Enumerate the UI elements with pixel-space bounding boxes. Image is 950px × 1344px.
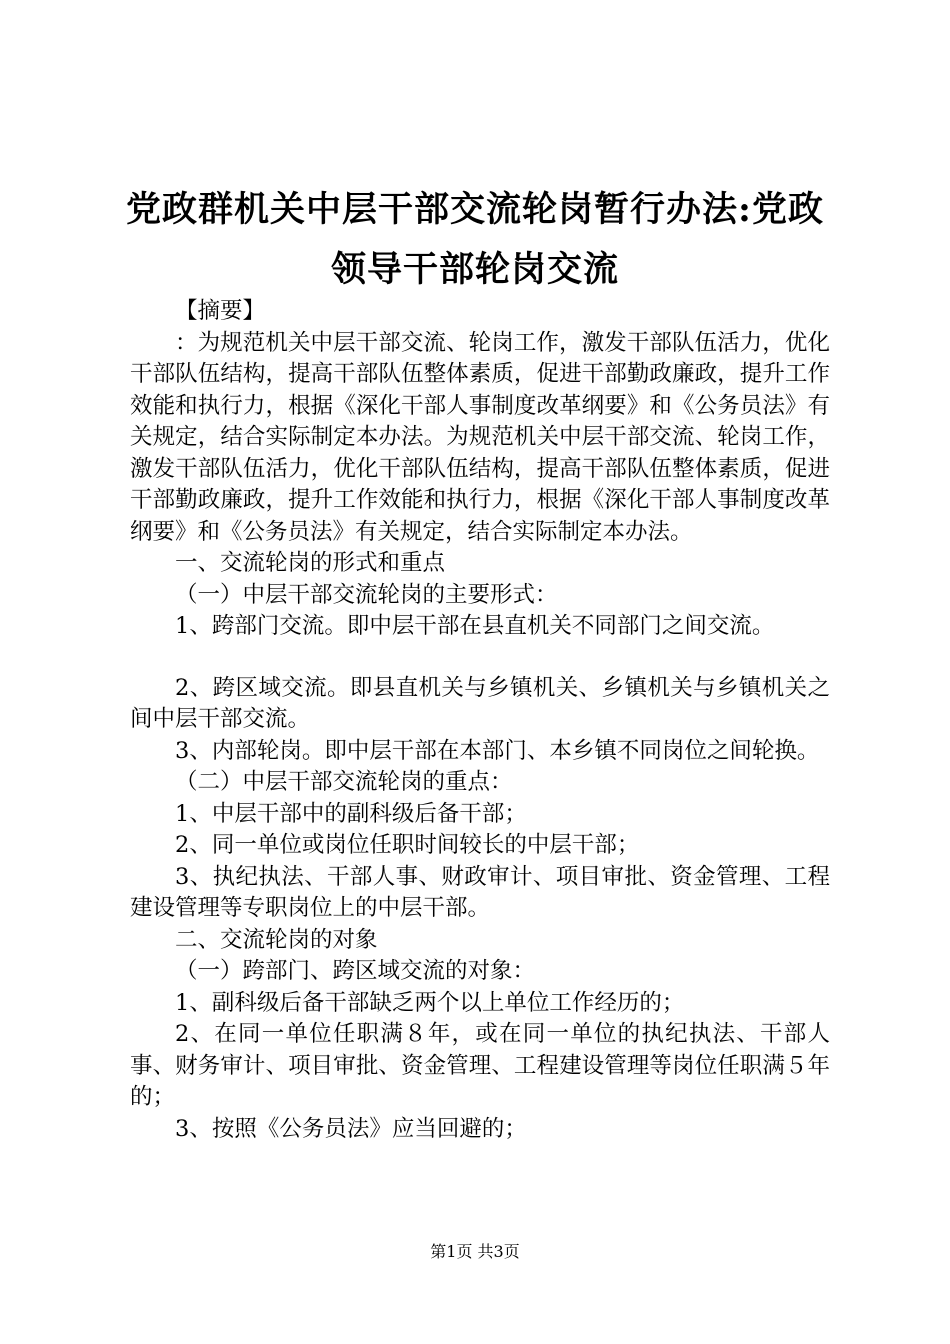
document-title-line-1: 党政群机关中层干部交流轮岗暂行办法:党政: [126, 189, 824, 230]
list-item: 2、在同一单位任职满８年，或在同一单位的执纪执法、干部人事、财务审计、项目审批、资金管理、工程建设管理等岗位任职满５年的；: [130, 1021, 830, 1110]
list-item: 3、按照《公务员法》应当回避的；: [175, 1115, 527, 1142]
subsection-heading-2-1: （一）跨部门、跨区域交流的对象：: [175, 958, 536, 984]
list-item: 2、跨区域交流。即县直机关与乡镇机关、乡镇机关与乡镇机关之间中层干部交流。: [130, 674, 830, 732]
subsection-heading-1-1: （一）中层干部交流轮岗的主要形式：: [175, 581, 558, 608]
list-item: 1、跨部门交流。即中层干部在县直机关不同部门之间交流。: [175, 613, 775, 639]
list-item: 1、副科级后备干部缺乏两个以上单位工作经历的；: [175, 989, 685, 1016]
section-heading-2: 二、交流轮岗的对象: [175, 926, 378, 953]
list-item: 3、内部轮岗。即中层干部在本部门、本乡镇不同岗位之间轮换。: [175, 737, 820, 764]
page-number-footer: 第1页 共3页: [430, 1242, 520, 1261]
subsection-heading-1-2: （二）中层干部交流轮岗的重点：: [175, 769, 513, 795]
paragraph-spacer: [130, 643, 830, 673]
document-title-line-2: 领导干部轮岗交流: [330, 249, 619, 290]
section-heading-1: 一、交流轮岗的形式和重点: [175, 550, 446, 576]
list-item: 2、同一单位或岗位任职时间较长的中层干部；: [175, 832, 640, 858]
document-body: [130, 296, 830, 1145]
abstract-heading: 【摘要】: [175, 298, 266, 324]
list-item: 1、中层干部中的副科级后备干部；: [175, 800, 527, 827]
abstract-paragraph: ：为规范机关中层干部交流、轮岗工作，激发干部队伍活力，优化干部队伍结构，提高干部队伍整体素质，促进干部勤政廉政，提升工作效能和执行力，根据《深化干部人事制度改革纲要》和《公务员法》有关规定，结合实际制定本办法。为规范机关中层干部交流、轮岗工作，激发干部队伍活力，优化干部队伍结构，提高干部队伍整体素质，促进干部勤政廉政，提升工作效能和执行力，根据《深化干部人事制度改革纲要》和《公务员法》有关规定，结合实际制定本办法。: [130, 329, 830, 545]
list-item: 3、执纪执法、干部人事、财政审计、项目审批、资金管理、工程建设管理等专职岗位上的中层干部。: [130, 863, 830, 921]
